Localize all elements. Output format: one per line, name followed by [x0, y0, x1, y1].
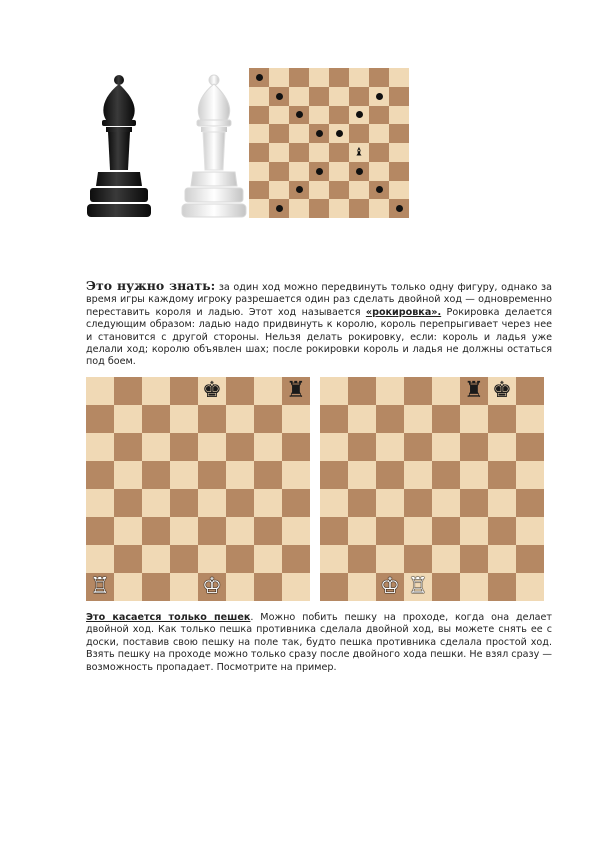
board-square [376, 517, 404, 545]
move-dot [356, 168, 363, 175]
board-square [198, 461, 226, 489]
board-square [226, 545, 254, 573]
board-square [289, 87, 309, 106]
board-square [404, 461, 432, 489]
board-square [282, 573, 310, 601]
board-square [114, 405, 142, 433]
board-square [460, 461, 488, 489]
board-square [369, 181, 389, 200]
board-square [254, 405, 282, 433]
board-square [170, 489, 198, 517]
board-square [329, 87, 349, 106]
board-square [289, 162, 309, 181]
move-dot [276, 205, 283, 212]
board-square [369, 106, 389, 125]
board-square [432, 517, 460, 545]
board-square [170, 377, 198, 405]
white-bishop-image [179, 74, 249, 220]
board-square [226, 573, 254, 601]
board-square [289, 199, 309, 218]
bishop-moves-board [249, 68, 409, 218]
board-square [226, 517, 254, 545]
board-square [142, 405, 170, 433]
board-square [329, 106, 349, 125]
board-square [516, 517, 544, 545]
board-square [432, 545, 460, 573]
board-square [269, 162, 289, 181]
board-square [269, 181, 289, 200]
board-square [114, 489, 142, 517]
board-square [349, 199, 369, 218]
board-square [309, 87, 329, 106]
move-dot [376, 186, 383, 193]
white-king-piece: ♔ [380, 574, 400, 599]
board-square [376, 489, 404, 517]
board-square [114, 545, 142, 573]
board-square [170, 545, 198, 573]
board-square [114, 433, 142, 461]
board-square [282, 377, 310, 405]
board-square [348, 405, 376, 433]
castling-text-b: Рокировка делается следующим образом: ладью надо придвинуть к королю, король перепрыгивает через нее и становится с другой стороны. Нельзя делать рокировку, если: король и ладья уже делали ход; королю объявлен шах; после рокировки король и ладья не должны остаться под боем. [86, 306, 553, 368]
move-dot [376, 93, 383, 100]
move-dot [316, 168, 323, 175]
board-square [142, 489, 170, 517]
board-square [369, 68, 389, 87]
board-square [432, 461, 460, 489]
board-square [349, 181, 369, 200]
board-square [348, 573, 376, 601]
board-square [282, 517, 310, 545]
board-square [460, 573, 488, 601]
board-square [488, 433, 516, 461]
board-square [320, 433, 348, 461]
board-square [460, 377, 488, 405]
board-square [114, 377, 142, 405]
board-square [389, 181, 409, 200]
board-square [369, 162, 389, 181]
board-square [320, 517, 348, 545]
board-square [516, 489, 544, 517]
move-dot [296, 111, 303, 118]
board-square [329, 143, 349, 162]
board-square [376, 545, 404, 573]
board-square [198, 545, 226, 573]
board-square [369, 143, 389, 162]
board-square [348, 377, 376, 405]
board-square [349, 162, 369, 181]
move-dot [256, 74, 263, 81]
board-square [389, 87, 409, 106]
board-square [309, 181, 329, 200]
board-square [404, 545, 432, 573]
board-square [269, 143, 289, 162]
board-square [226, 461, 254, 489]
board-square [198, 489, 226, 517]
bishop-piece: ♝ [354, 145, 364, 159]
board-square [488, 517, 516, 545]
board-square [282, 489, 310, 517]
board-square [249, 68, 269, 87]
board-square [432, 405, 460, 433]
board-square [86, 433, 114, 461]
board-square [226, 377, 254, 405]
board-square [404, 573, 432, 601]
board-square [404, 517, 432, 545]
board-square [376, 377, 404, 405]
board-square [516, 405, 544, 433]
board-square [86, 461, 114, 489]
castling-board-before [86, 377, 310, 601]
white-rook-piece: ♖ [408, 574, 428, 599]
board-square [254, 489, 282, 517]
board-square [226, 405, 254, 433]
board-square [269, 106, 289, 125]
board-square [289, 124, 309, 143]
board-square [282, 545, 310, 573]
move-dot [356, 111, 363, 118]
board-square [460, 517, 488, 545]
board-square [488, 377, 516, 405]
board-square [254, 573, 282, 601]
board-square [488, 461, 516, 489]
board-square [432, 377, 460, 405]
board-square [249, 87, 269, 106]
board-square [142, 517, 170, 545]
board-square [86, 545, 114, 573]
board-square [309, 68, 329, 87]
board-square [349, 124, 369, 143]
board-square [389, 106, 409, 125]
board-square [348, 433, 376, 461]
black-rook-piece: ♜ [464, 378, 484, 403]
board-square [170, 433, 198, 461]
board-square [142, 461, 170, 489]
board-square [226, 433, 254, 461]
board-square [320, 573, 348, 601]
board-square [269, 199, 289, 218]
board-square [249, 124, 269, 143]
board-square [376, 433, 404, 461]
board-square [309, 199, 329, 218]
move-dot [316, 130, 323, 137]
board-square [249, 106, 269, 125]
board-square [460, 405, 488, 433]
board-square [349, 87, 369, 106]
board-square [516, 461, 544, 489]
board-square [516, 573, 544, 601]
board-square [320, 461, 348, 489]
board-square [86, 517, 114, 545]
board-square [142, 545, 170, 573]
board-square [170, 573, 198, 601]
board-square [389, 162, 409, 181]
castling-paragraph [86, 280, 552, 369]
board-square [404, 433, 432, 461]
board-square [329, 124, 349, 143]
board-square [249, 162, 269, 181]
board-square [170, 517, 198, 545]
board-square [249, 143, 269, 162]
move-dot [336, 130, 343, 137]
board-square [142, 377, 170, 405]
board-square [432, 489, 460, 517]
black-king-piece: ♚ [202, 378, 222, 403]
castling-text-a: за один ход можно передвинуть только одну фигуру, однако за время игры каждому игроку разрешается один раз сделать двойной ход — одновременно переставить короля и ладью. Этот ход называется [86, 282, 552, 318]
board-square [376, 461, 404, 489]
black-bishop-image [84, 74, 154, 220]
board-square [349, 106, 369, 125]
board-square [254, 377, 282, 405]
board-square [170, 461, 198, 489]
section-title-know: Это нужно знать: [86, 278, 216, 293]
en-passant-text: . Можно побить пешку на проходе, когда она делает двойной ход. Как только пешка противника сделала двойной ход, вы можете снять ее с доски, поставив свою пешку на поле так, будто пешка противника сделала простой ход. Взять пешку на проходе можно только сразу после двойного хода пешки. Не взял сразу — возможность пропадает. Посмотрите на пример. [86, 612, 552, 673]
board-square [460, 489, 488, 517]
board-square [226, 489, 254, 517]
board-square [348, 461, 376, 489]
board-square [516, 377, 544, 405]
board-square [254, 461, 282, 489]
board-square [369, 124, 389, 143]
board-square [198, 433, 226, 461]
board-square [170, 405, 198, 433]
board-square [432, 573, 460, 601]
board-square [389, 199, 409, 218]
board-square [488, 573, 516, 601]
board-square [86, 573, 114, 601]
board-square [329, 199, 349, 218]
board-square [404, 405, 432, 433]
board-square [369, 87, 389, 106]
board-square [516, 433, 544, 461]
board-square [249, 181, 269, 200]
board-square [86, 377, 114, 405]
board-square [404, 377, 432, 405]
board-square [404, 489, 432, 517]
board-square [249, 199, 269, 218]
board-square [254, 433, 282, 461]
board-square [114, 517, 142, 545]
board-square [348, 545, 376, 573]
board-square [460, 545, 488, 573]
board-square [369, 199, 389, 218]
board-square [309, 143, 329, 162]
board-square [198, 573, 226, 601]
board-square [488, 489, 516, 517]
move-dot [296, 186, 303, 193]
board-square [289, 143, 309, 162]
en-passant-paragraph [86, 612, 552, 674]
board-square [320, 405, 348, 433]
board-square [282, 433, 310, 461]
castling-term: «рокировка». [365, 306, 442, 318]
board-square [432, 433, 460, 461]
move-dot [396, 205, 403, 212]
board-square [329, 181, 349, 200]
white-king-piece: ♔ [202, 574, 222, 599]
board-square [269, 124, 289, 143]
black-king-piece: ♚ [492, 378, 512, 403]
board-square [289, 106, 309, 125]
board-square [198, 377, 226, 405]
board-square [114, 461, 142, 489]
board-square [282, 461, 310, 489]
board-square [348, 517, 376, 545]
board-square [389, 68, 409, 87]
board-square [254, 517, 282, 545]
board-square [488, 405, 516, 433]
board-square [309, 162, 329, 181]
board-square [142, 573, 170, 601]
board-square [376, 405, 404, 433]
section-title-pawns: Это касается только пешек [86, 612, 251, 623]
board-square [269, 87, 289, 106]
board-square [389, 124, 409, 143]
board-square [329, 68, 349, 87]
move-dot [276, 93, 283, 100]
board-square [254, 545, 282, 573]
board-square [289, 68, 309, 87]
white-rook-piece: ♖ [90, 574, 110, 599]
board-square [320, 489, 348, 517]
board-square [198, 517, 226, 545]
board-square [289, 181, 309, 200]
board-square [198, 405, 226, 433]
board-square [389, 143, 409, 162]
board-square [349, 143, 369, 162]
board-square [309, 106, 329, 125]
board-square [269, 68, 289, 87]
board-square [376, 573, 404, 601]
board-square [320, 377, 348, 405]
board-square [142, 433, 170, 461]
board-square [348, 489, 376, 517]
board-square [114, 573, 142, 601]
board-square [488, 545, 516, 573]
board-square [320, 545, 348, 573]
board-square [349, 68, 369, 87]
board-square [282, 405, 310, 433]
board-square [516, 545, 544, 573]
board-square [329, 162, 349, 181]
board-square [86, 489, 114, 517]
board-square [309, 124, 329, 143]
black-rook-piece: ♜ [286, 378, 306, 403]
board-square [460, 433, 488, 461]
board-square [86, 405, 114, 433]
castling-board-after [320, 377, 544, 601]
